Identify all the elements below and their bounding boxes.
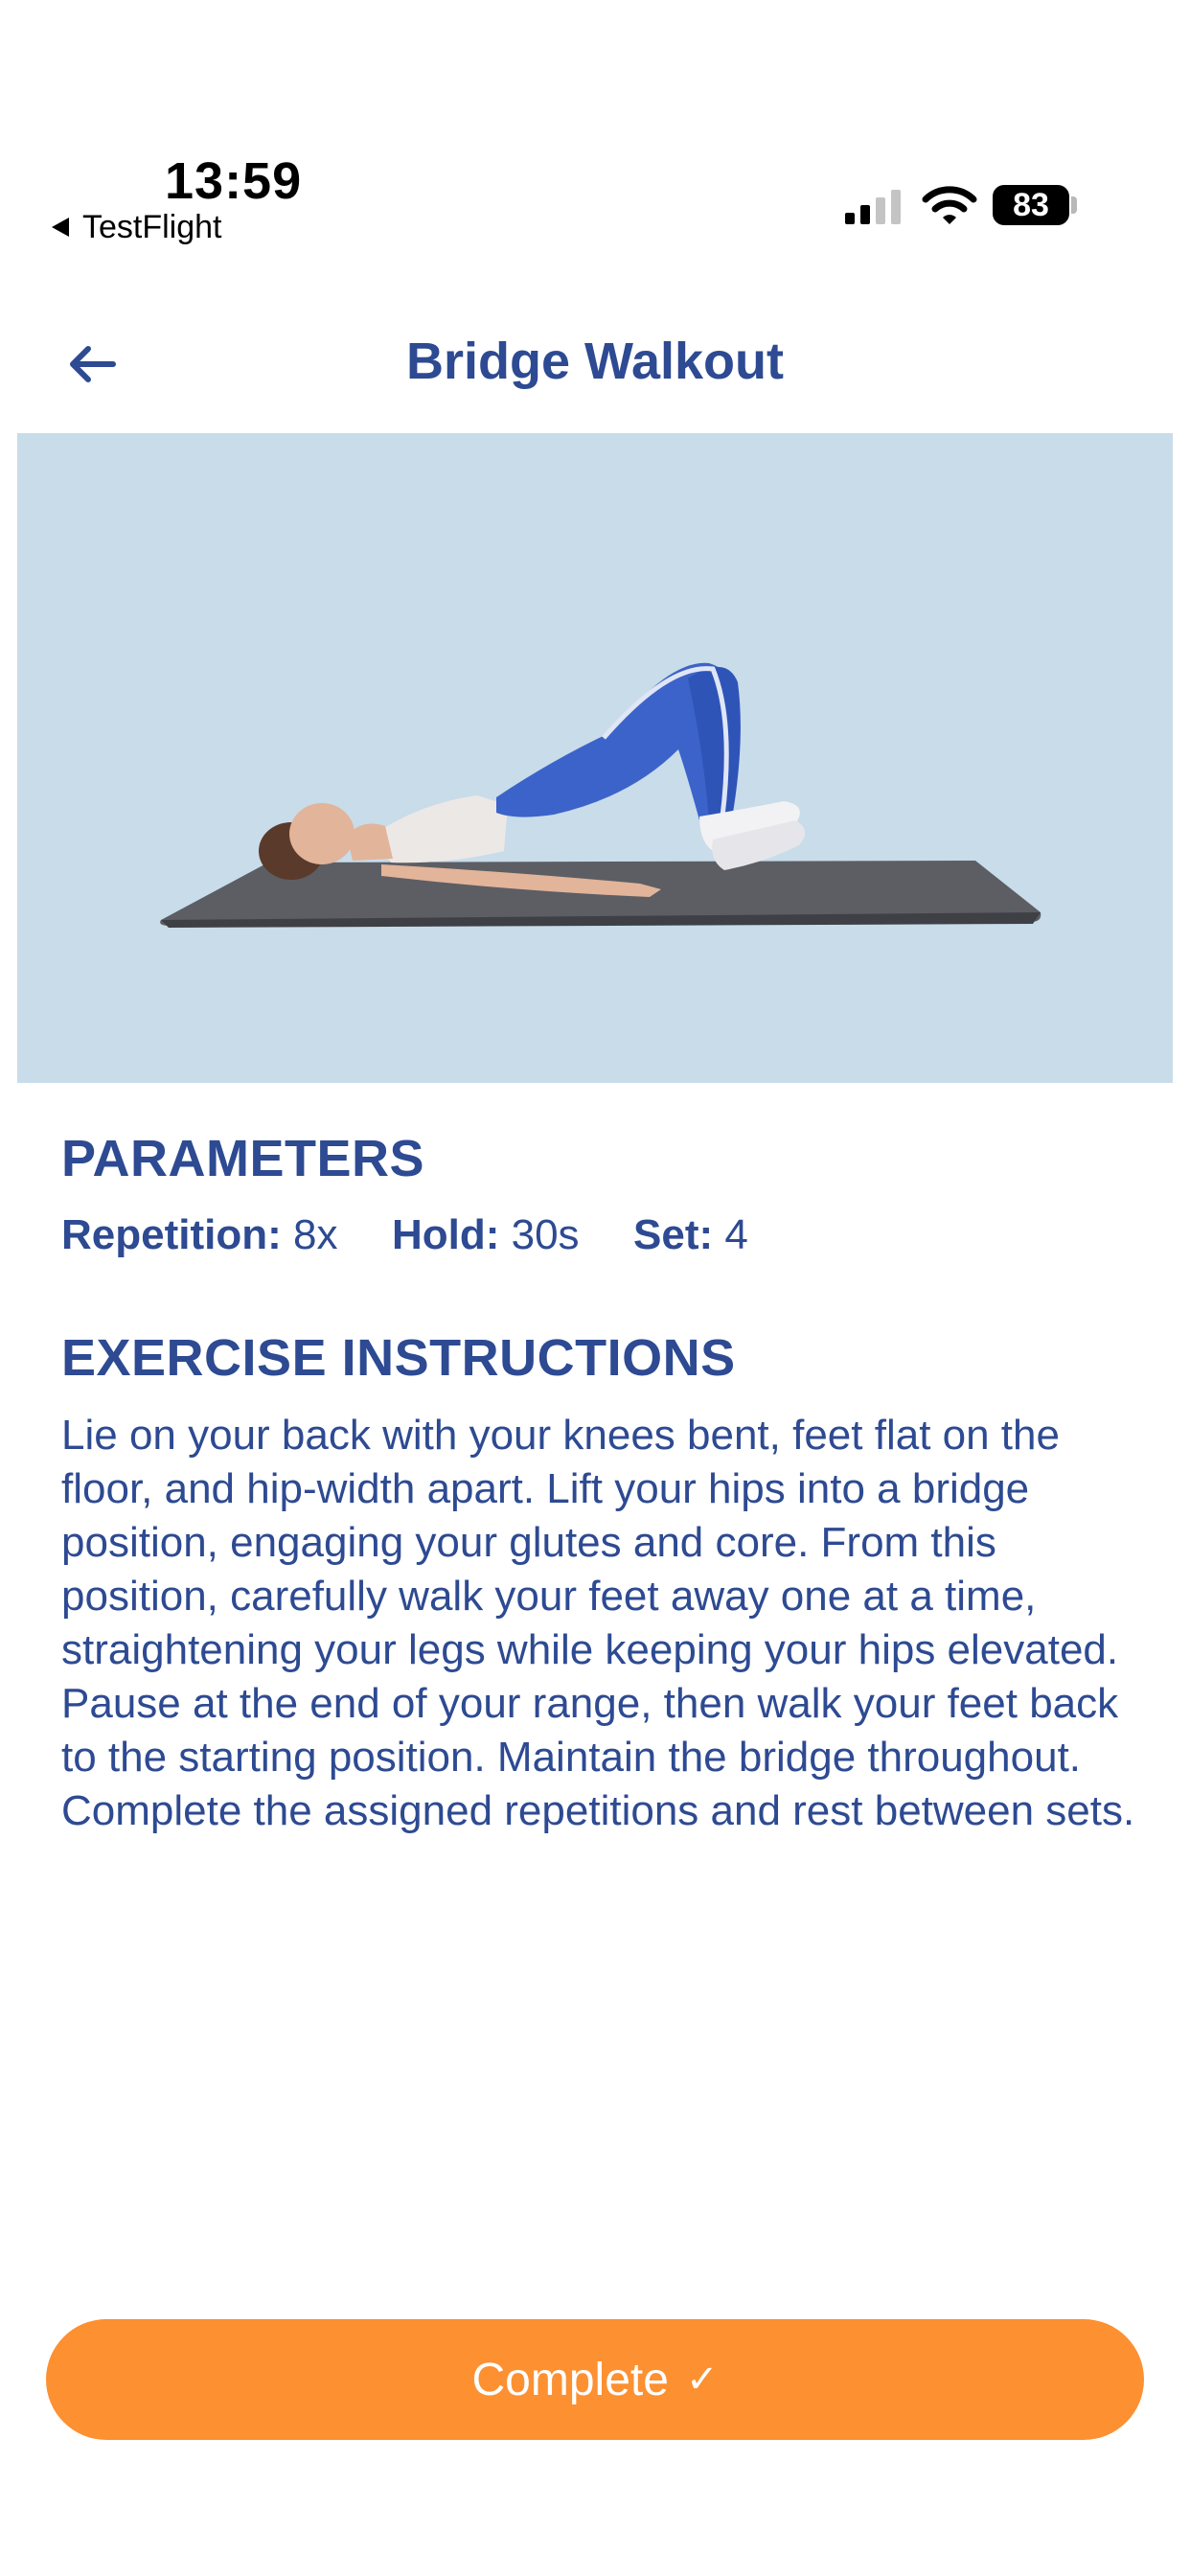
exercise-illustration (17, 433, 1173, 1083)
battery-level: 83 (1013, 186, 1049, 223)
back-to-app-link[interactable] (52, 206, 222, 248)
header (0, 307, 1190, 422)
cellular-signal-icon (843, 188, 904, 226)
page-title: Bridge Walkout (405, 333, 784, 390)
arrow-left-icon (67, 343, 117, 385)
repetition-value: 8x (293, 1211, 338, 1258)
back-button[interactable] (54, 326, 130, 402)
set-label: Set: (633, 1211, 714, 1258)
battery-cap (1071, 196, 1077, 214)
battery-icon (993, 185, 1069, 225)
complete-button[interactable] (46, 2319, 1144, 2440)
repetition-label: Repetition: (61, 1211, 282, 1258)
complete-button-label: Complete (471, 2354, 669, 2405)
hold-value: 30s (511, 1211, 580, 1258)
parameters-row (61, 1211, 748, 1259)
back-triangle-icon (52, 218, 69, 237)
status-time: 13:59 (165, 152, 303, 210)
status-bar (0, 0, 1190, 278)
wifi-icon (922, 184, 977, 226)
instructions-text: Lie on your back with your knees bent, feet flat on the floor, and hip-width apart. Lift your hips into a bridge position, engaging your glutes and core. From this position, carefully walk your feet away one at a time, straightening your legs while keeping your hips elevated. Pause at the end of your range, then walk your feet back to the starting position. Maintain the bridge throughout. Complete the assigned repetitions and rest between sets. (61, 1412, 1135, 1834)
hold-label: Hold: (391, 1211, 500, 1258)
back-to-app-label: TestFlight (82, 208, 222, 245)
instructions-heading: EXERCISE INSTRUCTIONS (61, 1329, 736, 1387)
checkmark-icon: ✓ (685, 2358, 719, 2401)
set-value: 4 (724, 1211, 748, 1258)
parameters-heading: PARAMETERS (61, 1130, 425, 1187)
bridge-pose-figure (17, 433, 1173, 1083)
